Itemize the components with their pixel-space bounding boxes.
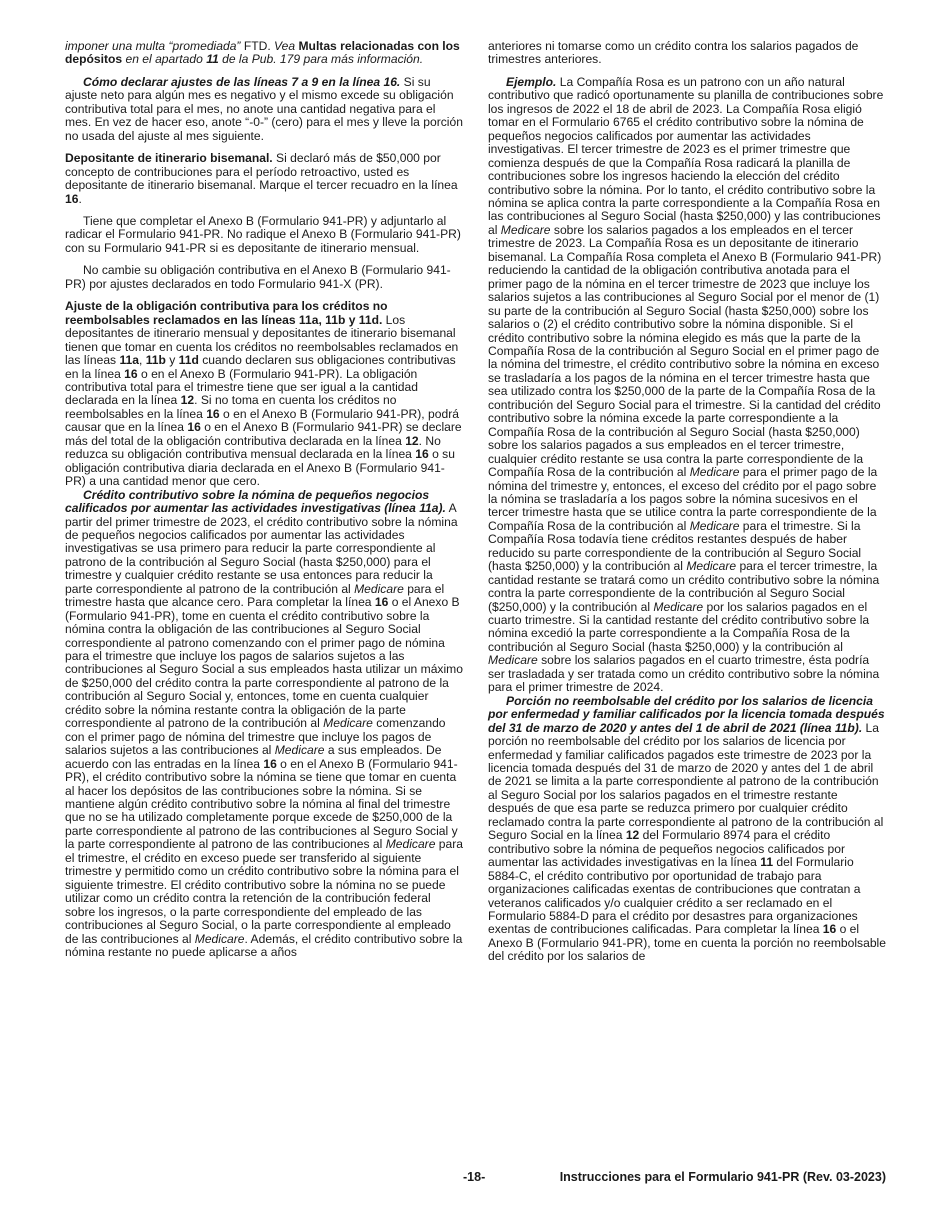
paragraph-research-credit: Crédito contributivo sobre la nómina de pequeños negocios calificados por aumentar las actividades investigativas (línea 11a). A partir del primer trimestre de 2023, el crédito contributivo sobre la nómina de pequeños negocios calificados por aumentar las actividades investigativas se usa primero para reducir la parte correspondiente al patrono de la contribución al Seguro Social (hasta $250,000) para el trimestre y cualquier crédito restante se usa entonces para reducir la parte correspondiente al patrono de la contribución al Medicare para el trimestre hasta que alcance cero. Para completar la línea 16 o el Anexo B (Formulario 941-PR), tome en cuenta el crédito contributivo sobre la nómina contra la obligación de las contribuciones al Seguro Social correspondiente al patrono comenzando con el primer pago de nómina para el trimestre que incluye los pagos de salarios sujetos a las contribuciones al Seguro Social a sus empleados hasta utilizar un máximo de $250,000 del crédito contra la parte correspondiente al patrono de la contribución al Seguro Social y, entonces, tome en cuenta cualquier crédito sobre la nómina restante contra la obligación de la parte correspondiente al patrono de la contribución al Medicare comenzando con el primer pago de nómina del trimestre que incluye los pagos de salarios sujetos a las contribuciones al Medicare a sus empleados. De acuerdo con las entradas en la línea 16 o en el Anexo B (Formulario 941-PR), el crédito contributivo sobre la nómina se tiene que tomar en cuenta al hacer los depósitos de las contribuciones sobre la nómina. Si se mantiene algún crédito contributivo sobre la nómina al final del trimestre que no se ha utilizado completamente porque excede de $250,000 de la parte correspondiente al patrono de las contribuciones al Seguro Social y la parte correspondiente al patrono de las contribuciones al Medicare para el trimestre, el crédito en exceso puede ser transferido al siguiente trimestre y permitido como un crédito contributivo sobre la nómina para el siguiente trimestre. El crédito contributivo sobre la nómina no se puede utilizar como un crédito contra la retención de la contribución federal sobre los ingresos, o la parte correspondiente del empleado de las contribuciones al Seguro Social, o la parte correspondiente al empleado de las contribuciones al Medicare. Además, el crédito contributivo sobre la nómina restante no puede aplicarse a años	[65, 487, 464, 959]
paragraph-nonrefundable-credits: Ajuste de la obligación contributiva para los créditos no reembolsables reclamados en las líneas 11a, 11b y 11d. Los depositantes de itinerario mensual y depositantes de itinerario bisemanal tienen que tomar en cuenta los créditos no reembolsables reclamados en las líneas 11a, 11b y 11d cuando declaren sus obligaciones contributivas en la línea 16 o en el Anexo B (Formulario 941-PR). La obligación contributiva total para el trimestre tiene que ser igual a la cantidad declarada en la línea 12. Si no toma en cuenta los créditos no reembolsables en la línea 16 o en el Anexo B (Formulario 941-PR), podrá causar que en la línea 16 o en el Anexo B (Formulario 941-PR) se declare más del total de la obligación contributiva declarada en la línea 12. No reduzca su obligación contributiva mensual declarada en la línea 16 o su obligación contributiva diaria declarada en el Anexo B (Formulario 941-PR) a una cantidad menor que cero.	[65, 299, 462, 489]
paragraph-prior-quarters: anteriores ni tomarse como un crédito contra los salarios pagados de trimestres anteriores.	[488, 39, 859, 67]
document-title: Instrucciones para el Formulario 941-PR (Rev. 03-2023)	[559, 1170, 886, 1184]
heading-sick-family-leave: Porción no reembolsable del crédito por los salarios de licencia por enfermedad y familiar calificados por la licencia tomada después del 31 de marzo de 2020 y antes del 1 de abril de 2021 (línea 11b).	[488, 693, 885, 735]
heading-semiweekly: Depositante de itinerario bisemanal.	[65, 151, 273, 166]
left-column	[65, 40, 463, 959]
paragraph-schedule-b-required: Tiene que completar el Anexo B (Formulario 941-PR) y adjuntarlo al radicar el Formulario 941-PR. No radique el Anexo B (Formulario 941-PR) con su Formulario 941-PR si es depositante de itinerario mensual.	[65, 213, 461, 255]
page-number: -18-	[463, 1170, 486, 1184]
paragraph-semiweekly-depositor: Depositante de itinerario bisemanal. Si declaró más de $50,000 por concepto de contribuciones para el período retroactivo, usted es depositante de itinerario bisemanal. Marque el tercer recuadro en la línea 16.	[65, 151, 458, 206]
paragraph-ftd-penalty: imponer una multa “promediada” FTD. Vea Multas relacionadas con los depósitos en el apartado 11 de la Pub. 179 para más información.	[65, 39, 460, 67]
page-footer	[65, 1170, 886, 1186]
heading-example: Ejemplo.	[506, 74, 557, 89]
paragraph-example: Ejemplo. La Compañía Rosa es un patrono con un año natural contributivo que radicó oportunamente su planilla de contribuciones sobre los ingresos de 2022 el 18 de abril de 2023. La Compañía Rosa eligió tomar en el Formulario 6765 el crédito contributivo sobre la nómina de pequeños negocios calificados por aumentar las actividades investigativas. El tercer trimestre de 2023 es el primer trimestre que comienza después de que la Compañía Rosa radicará la planilla de contribuciones sobre los ingresos haciendo la elección del crédito contributivo sobre la nómina. Por lo tanto, el crédito contributivo sobre la nómina se aplica contra la parte correspondiente a la Compañía Rosa en las contribuciones al Seguro Social (hasta $250,000) y las contribuciones al Medicare sobre los salarios pagados a los empleados en el tercer trimestre de 2023. La Compañía Rosa es un depositante de itinerario bisemanal. La Compañía Rosa completa el Anexo B (Formulario 941-PR) reduciendo la cantidad de la obligación contributiva anotada para el primer pago de la nómina en el tercer trimestre de 2023 que incluye los salarios sujetos a las contribuciones al Seguro Social por el menor de (1) su parte de la contribución al Seguro Social (hasta $250,000) sobre los salarios o (2) el crédito contributivo sobre la nómina disponible. Si el crédito contributivo sobre la nómina elegido es más que la parte de la Compañía Rosa de la contribución al Seguro Social en el primer pago de la nómina del trimestre, el crédito contributivo sobre la nómina en exceso se trasladaría a los pagos de la nómina en el tercer trimestre hasta que sea utilizado contra los $250,000 de la parte de la Compañía Rosa de la contribución del Seguro Social para el trimestre. Si la cantidad del crédito contributivo sobre la nómina excede la parte correspondiente a la Compañía Rosa de la contribución al Seguro Social (hasta $250,000) sobre los salarios pagados a sus empleados en el tercer trimestre, cualquier crédito restante se usa contra la parte correspondiente de la Compañía Rosa de la contribución al Medicare para el primer pago de la nómina del trimestre y, entonces, el exceso del crédito por el pago sobre la nómina se trasladaría a los pagos sobre la nómina sucesivos en el tercer trimestre hasta que se utilice contra la parte correspondiente de la Compañía Rosa de la contribución al Medicare para el trimestre. Si la Compañía Rosa todavía tiene créditos restantes después de haber reducido su parte correspondiente de la contribución al Seguro Social (hasta $250,000) y la contribución al Medicare para el tercer trimestre, la cantidad restante se tratará como un crédito contributivo sobre la nómina contra la parte correspondiente de la contribución al Seguro Social ($250,000) y la contribución al Medicare por los salarios pagados en el cuarto trimestre. Si la cantidad restante del crédito contributivo sobre la nómina excedió la parte correspondiente a la Compañía Rosa de la contribución al Seguro Social (hasta $250,000) y la contribución al Medicare sobre los salarios pagados en el cuarto trimestre, ésta podría ser trasladada y ser tratada como un crédito contributivo sobre la nómina para el primer trimestre de 2024.	[488, 74, 884, 695]
heading-adjustments: Cómo declarar ajustes de las líneas 7 a 9 en la línea 16.	[83, 74, 401, 89]
right-column	[488, 40, 886, 964]
paragraph-adjustments-line-16: Cómo declarar ajustes de las líneas 7 a 9 en la línea 16. Si su ajuste neto para algún mes es negativo y el mismo excede su obligación contributiva total para el mes, no anote una cantidad negativa para el mes. En vez de hacer eso, anote “-0-” (cero) para el mes y lleve la porción no usada del ajuste al mes siguiente.	[65, 74, 463, 143]
paragraph-do-not-change: No cambie su obligación contributiva en el Anexo B (Formulario 941-PR) por ajustes declarados en todo Formulario 941-X (PR).	[65, 263, 451, 291]
paragraph-sick-family-leave: Porción no reembolsable del crédito por los salarios de licencia por enfermedad y familiar calificados por la licencia tomada después del 31 de marzo de 2020 y antes del 1 de abril de 2021 (línea 11b). La porción no reembolsable del crédito por los salarios de licencia por enfermedad y familiar calificados pagados este trimestre de 2023 por la licencia tomada después del 31 de marzo de 2020 y antes del 1 de abril de 2021 se limita a la parte correspondiente al patrono de la contribución al Seguro Social por los salarios pagados en el trimestre restante después de que esa parte se reduzca primero por cualquier crédito reclamado contra la parte correspondiente al patrono de la contribución al Seguro Social en la línea 12 del Formulario 8974 para el crédito contributivo sobre la nómina de pequeños negocios calificados por aumentar las actividades investigativas en la línea 11 del Formulario 5884-C, el crédito contributivo por oportunidad de trabajo para organizaciones calificadas exentas de contribuciones que contratan a veteranos calificados y/o cualquier crédito a ser reclamado en el Formulario 5884-D para el crédito por desastres para organizaciones exentas de contribuciones calificadas. Para completar la línea 16 o el Anexo B (Formulario 941-PR), tome en cuenta la porción no reembolsable del crédito por los salarios de	[488, 693, 886, 964]
heading-nonrefundable: Ajuste de la obligación contributiva para los créditos no reembolsables reclamados en las líneas 11a, 11b y 11d.	[65, 299, 388, 327]
heading-research-credit: Crédito contributivo sobre la nómina de pequeños negocios calificados por aumentar las actividades investigativas (línea 11a).	[65, 487, 446, 516]
